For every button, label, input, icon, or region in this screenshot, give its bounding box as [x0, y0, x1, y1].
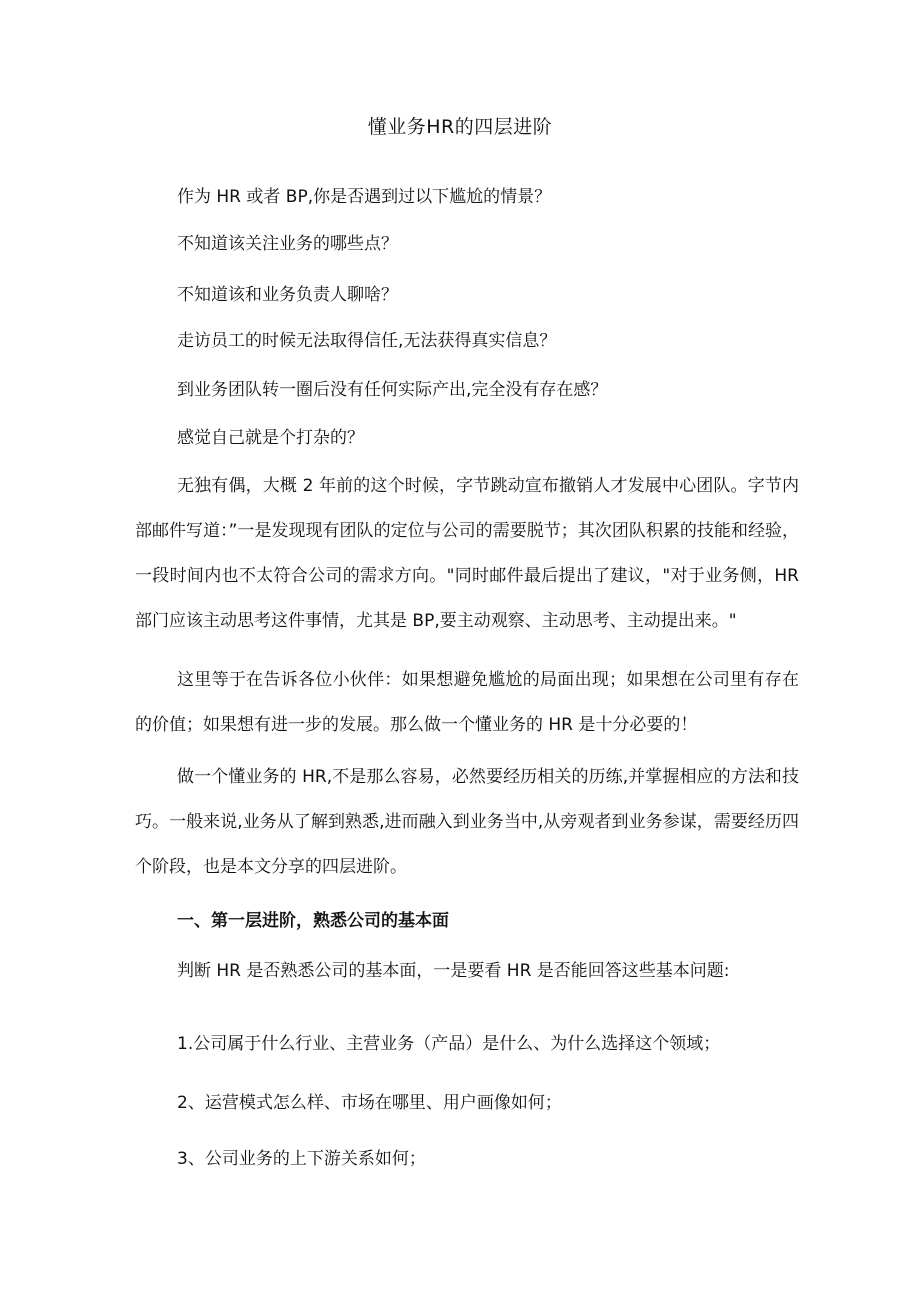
intro-line: 作为 HR 或者 BP,你是否遇到过以下尴尬的情景？	[177, 187, 552, 207]
list-item: 3、公司业务的上下游关系如何；	[177, 1149, 426, 1169]
list-item: 1.公司属于什么行业、主营业务（产品）是什么、为什么选择这个领域；	[177, 1034, 721, 1054]
body-paragraph: 无独有偶，大概 2 年前的这个时候，字节跳动宣布撤销人才发展中心团队。字节内部邮件写道：”一是发现现有团队的定位与公司的需要脱节；其次团队积累的技能和经验，一段时间内也不太符合公司的需求方向。"同时邮件最后提出了建议，"对于业务侧，HR 部门应该主动思考这件事情，尤其是 BP,要主动观察、主动思考、主动提出来。"	[135, 476, 799, 631]
intro-line: 走访员工的时候无法取得信任,无法获得真实信息？	[177, 331, 557, 351]
section-heading: 一、第一层进阶，熟悉公司的基本面	[177, 911, 449, 931]
body-paragraph: 做一个懂业务的 HR,不是那么容易，必然要经历相关的历练,并掌握相应的方法和技巧。一般来说,业务从了解到熟悉,进而融入到业务当中,从旁观者到业务参谋，需要经历四个阶段，也是本文分享的四层进阶。	[135, 767, 799, 877]
intro-line: 到业务团队转一圈后没有任何实际产出,完全没有存在感？	[177, 380, 608, 400]
list-item: 2、运营模式怎么样、市场在哪里、用户画像如何；	[177, 1093, 562, 1113]
intro-line: 不知道该和业务负责人聊啥？	[177, 285, 398, 305]
section-lead: 判断 HR 是否熟悉公司的基本面，一是要看 HR 是否能回答这些基本问题:	[177, 961, 730, 981]
intro-line: 感觉自己就是个打杂的？	[177, 428, 364, 448]
intro-line: 不知道该关注业务的哪些点？	[177, 234, 398, 254]
document-title: 懂业务HR的四层进阶	[367, 116, 553, 138]
body-paragraph: 这里等于在告诉各位小伙伴：如果想避免尴尬的局面出现；如果想在公司里有存在的价值；如果想有进一步的发展。那么做一个懂业务的 HR 是十分必要的！	[135, 670, 799, 735]
